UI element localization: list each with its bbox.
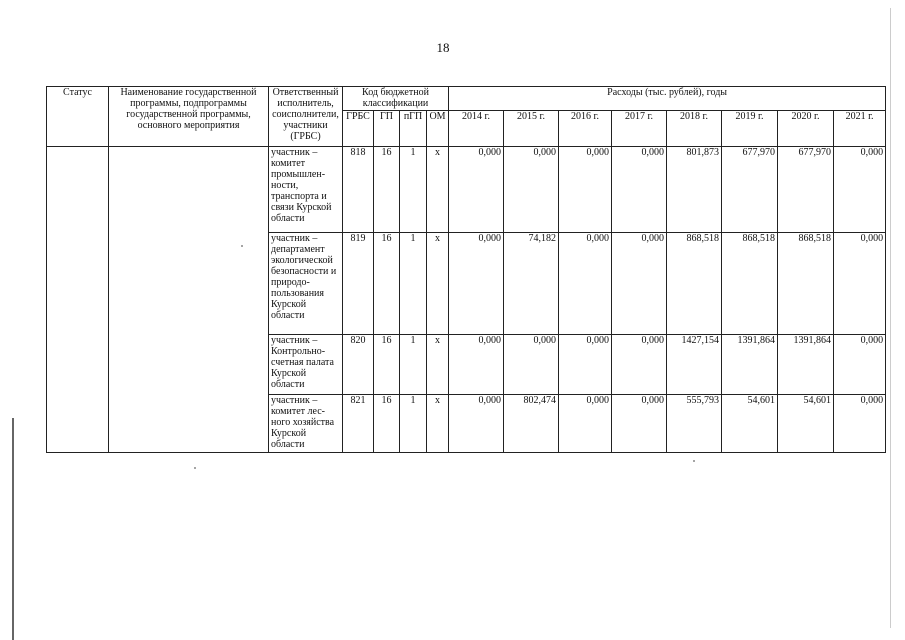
expense-value-cell: 0,000 — [612, 233, 667, 335]
expense-value-cell: 0,000 — [612, 147, 667, 233]
expense-value-cell: 868,518 — [667, 233, 722, 335]
grbs-cell: 819 — [343, 233, 374, 335]
gp-cell: 16 — [374, 395, 400, 453]
program-name-cell — [109, 147, 269, 453]
executor-cell: участник – департамент экологической безопасности и природо-пользования Курской области — [269, 233, 343, 335]
expense-value-cell: 54,601 — [722, 395, 778, 453]
expense-value-cell: 868,518 — [722, 233, 778, 335]
header-year: 2018 г. — [667, 111, 722, 147]
expense-value-cell: 0,000 — [559, 335, 612, 395]
expense-value-cell: 1391,864 — [778, 335, 834, 395]
expense-value-cell: 0,000 — [559, 233, 612, 335]
expense-value-cell: 0,000 — [504, 335, 559, 395]
expense-value-cell: 74,182 — [504, 233, 559, 335]
executor-cell: участник – комитет лес-ного хозяйства Курской области — [269, 395, 343, 453]
expense-value-cell: 0,000 — [449, 147, 504, 233]
pgp-cell: 1 — [400, 233, 427, 335]
header-name: Наименование государственной программы, подпрограммы государственной программы, основного мероприятия — [109, 87, 269, 147]
header-year: 2015 г. — [504, 111, 559, 147]
grbs-cell: 818 — [343, 147, 374, 233]
expense-value-cell: 0,000 — [559, 147, 612, 233]
expense-value-cell: 868,518 — [778, 233, 834, 335]
om-cell: х — [427, 233, 449, 335]
header-year: 2016 г. — [559, 111, 612, 147]
page-number: 18 — [436, 40, 450, 55]
table-row — [47, 147, 886, 233]
expense-value-cell: 1427,154 — [667, 335, 722, 395]
status-cell — [47, 147, 109, 453]
header-executor: Ответственный исполнитель, соисполнители, участники (ГРБС) — [269, 87, 343, 147]
expense-value-cell: 0,000 — [834, 335, 886, 395]
header-code-col: ОМ — [427, 111, 449, 147]
expense-value-cell: 1391,864 — [722, 335, 778, 395]
grbs-cell: 820 — [343, 335, 374, 395]
header-code-col: ГРБС — [343, 111, 374, 147]
scan-speck — [241, 245, 243, 247]
scan-line-left — [12, 418, 14, 640]
pgp-cell: 1 — [400, 147, 427, 233]
header-expenses: Расходы (тыс. рублей), годы — [449, 87, 886, 111]
expense-value-cell: 801,873 — [667, 147, 722, 233]
om-cell: х — [427, 395, 449, 453]
expense-value-cell: 0,000 — [504, 147, 559, 233]
expense-value-cell: 677,970 — [722, 147, 778, 233]
scan-speck — [693, 460, 695, 462]
gp-cell: 16 — [374, 147, 400, 233]
header-status: Статус — [47, 87, 109, 147]
om-cell: х — [427, 147, 449, 233]
expense-value-cell: 0,000 — [449, 335, 504, 395]
gp-cell: 16 — [374, 335, 400, 395]
expense-value-cell: 0,000 — [834, 233, 886, 335]
header-code: Код бюджетной классификации — [343, 87, 449, 111]
expense-value-cell: 0,000 — [834, 147, 886, 233]
header-code-col: пГП — [400, 111, 427, 147]
budget-table — [46, 86, 886, 453]
pgp-cell: 1 — [400, 335, 427, 395]
expense-value-cell: 0,000 — [612, 395, 667, 453]
scan-speck — [194, 467, 196, 469]
grbs-cell: 821 — [343, 395, 374, 453]
gp-cell: 16 — [374, 233, 400, 335]
header-code-col: ГП — [374, 111, 400, 147]
header-year: 2017 г. — [612, 111, 667, 147]
header-year: 2019 г. — [722, 111, 778, 147]
expense-value-cell: 0,000 — [449, 395, 504, 453]
header-year: 2021 г. — [834, 111, 886, 147]
om-cell: х — [427, 335, 449, 395]
expense-value-cell: 555,793 — [667, 395, 722, 453]
header-year: 2014 г. — [449, 111, 504, 147]
expense-value-cell: 0,000 — [612, 335, 667, 395]
expense-value-cell: 0,000 — [834, 395, 886, 453]
scan-line-right — [890, 8, 891, 628]
executor-cell: участник – Контрольно-счетная палата Курской области — [269, 335, 343, 395]
header-year: 2020 г. — [778, 111, 834, 147]
expense-value-cell: 802,474 — [504, 395, 559, 453]
expense-value-cell: 54,601 — [778, 395, 834, 453]
expense-value-cell: 0,000 — [449, 233, 504, 335]
pgp-cell: 1 — [400, 395, 427, 453]
executor-cell: участник – комитет промышлен-ности, транспорта и связи Курской области — [269, 147, 343, 233]
expense-value-cell: 677,970 — [778, 147, 834, 233]
expense-value-cell: 0,000 — [559, 395, 612, 453]
